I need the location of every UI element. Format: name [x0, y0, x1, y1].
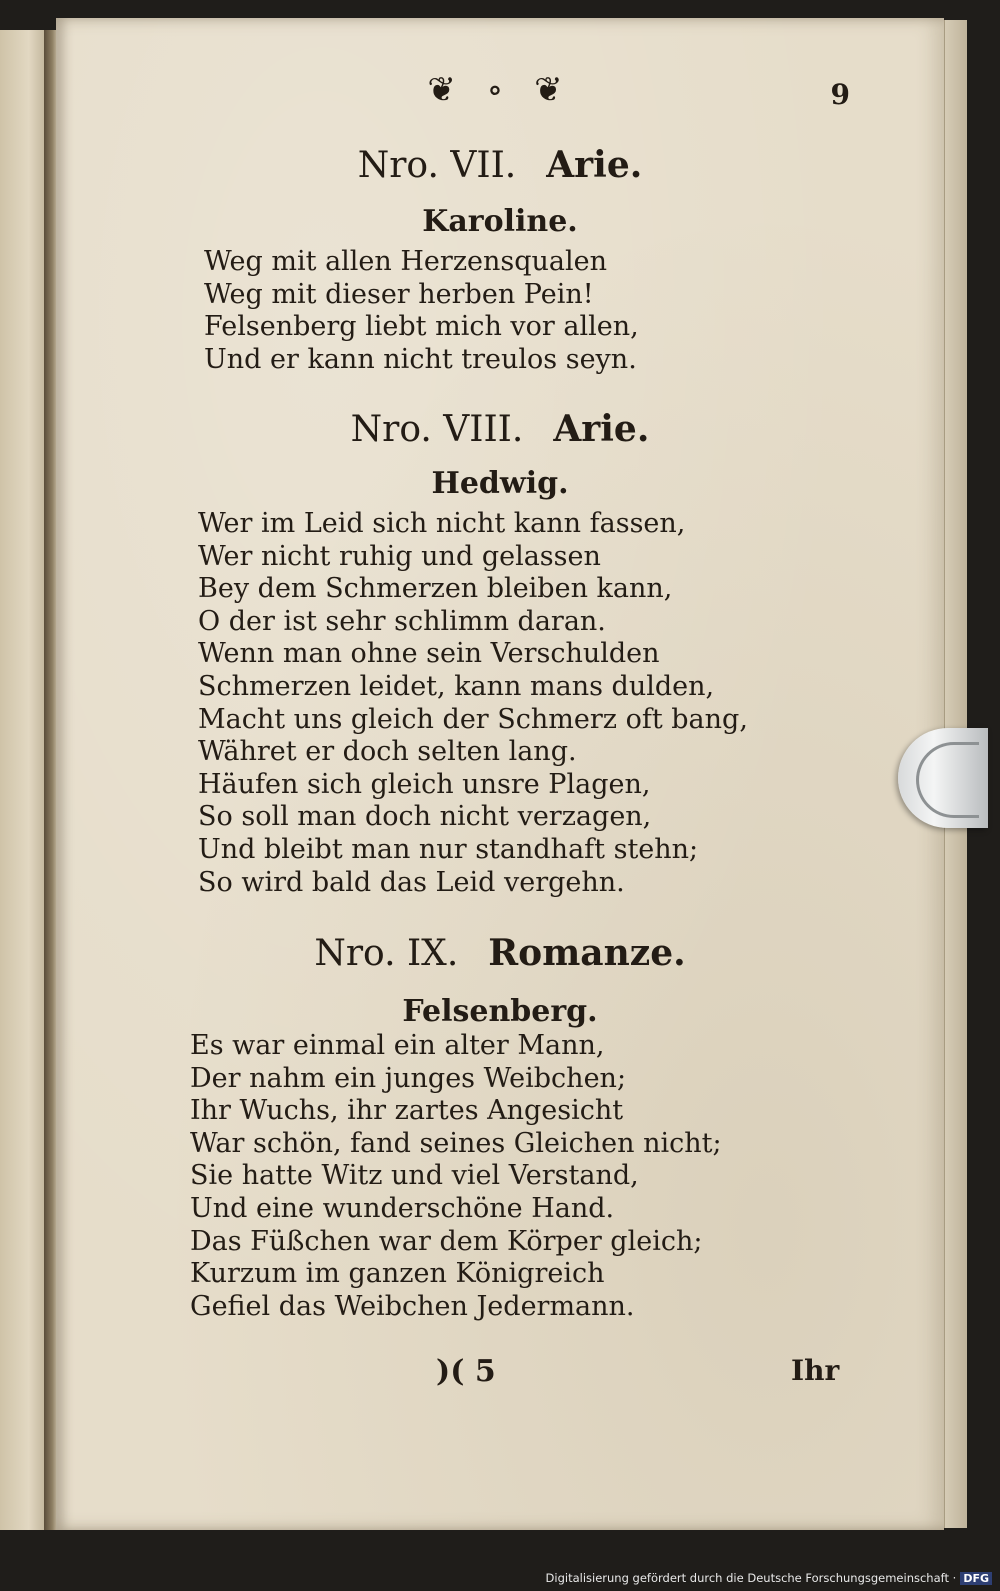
verse-line: Kurzum im ganzen Königreich	[190, 1258, 605, 1290]
verse-line: Der nahm ein junges Weibchen;	[190, 1062, 627, 1094]
section-kind: Romanze.	[488, 932, 686, 974]
verse-line: Wer im Leid sich nicht kann fassen,	[198, 508, 686, 539]
verse-line: O der ist sehr schlimm daran.	[198, 605, 606, 637]
page-clip	[898, 728, 988, 828]
signature-mark: )( 5	[436, 1354, 496, 1389]
header-ornament: ❦ ∘ ❦	[427, 70, 573, 110]
verse-line: Und eine wunderschöne Hand.	[190, 1192, 615, 1224]
facing-page-edge	[0, 30, 48, 1530]
verse-line: Es war einmal ein alter Mann,	[190, 1030, 605, 1061]
verse-line: Und bleibt man nur standhaft stehn;	[198, 833, 699, 865]
section-kind: Arie.	[553, 408, 650, 450]
verse-line: Schmerzen leidet, kann mans dulden,	[198, 670, 715, 702]
verse-line: Felsenberg liebt mich vor allen,	[204, 311, 639, 343]
verse-line: Wer nicht ruhig und gelassen	[198, 540, 601, 572]
verse-ix	[190, 1030, 722, 1323]
verse-line: Das Füßchen war dem Körper gleich;	[190, 1225, 703, 1257]
page-number: 9	[830, 78, 850, 111]
verse-line: Gefiel das Weibchen Jedermann.	[190, 1290, 635, 1322]
verse-line: Ihr Wuchs, ihr zartes Angesicht	[190, 1095, 624, 1127]
speaker-karoline: Karoline.	[422, 204, 578, 239]
verse-line: Häufen sich gleich unsre Plagen,	[198, 768, 651, 800]
section-number: Nro. VII.	[357, 145, 517, 186]
verse-line: Sie hatte Witz und viel Verstand,	[190, 1160, 639, 1192]
section-heading-ix	[56, 932, 944, 974]
section-number: Nro. VIII.	[350, 409, 524, 450]
verse-vii	[204, 246, 639, 376]
verse-line: War schön, fand seines Gleichen nicht;	[190, 1127, 722, 1159]
speaker-felsenberg: Felsenberg.	[402, 994, 598, 1029]
verse-line: So soll man doch nicht verzagen,	[198, 801, 652, 833]
section-number: Nro. IX.	[314, 933, 459, 974]
credit-text: Digitalisierung gefördert durch die Deutsche Forschungsgemeinschaft ·	[545, 1571, 957, 1585]
verse-line: Weg mit allen Herzensqualen	[204, 246, 608, 277]
verse-viii	[198, 508, 748, 899]
verse-line: Und er kann nicht treulos seyn.	[204, 343, 637, 375]
verse-line: So wird bald das Leid vergehn.	[198, 866, 625, 898]
speaker-hedwig: Hedwig.	[431, 466, 569, 501]
verse-line: Wenn man ohne sein Verschulden	[198, 638, 660, 670]
verse-line: Währet er doch selten lang.	[198, 736, 577, 768]
digitization-credit	[546, 1571, 992, 1585]
verse-line: Weg mit dieser herben Pein!	[204, 278, 594, 310]
dfg-logo: DFG	[960, 1572, 992, 1585]
verse-line: Bey dem Schmerzen bleiben kann,	[198, 573, 673, 605]
book-page	[56, 18, 944, 1530]
section-heading-vii	[56, 144, 944, 186]
section-kind: Arie.	[546, 144, 643, 186]
section-heading-viii	[56, 408, 944, 450]
catchword: Ihr	[791, 1354, 840, 1387]
verse-line: Macht uns gleich der Schmerz oft bang,	[198, 703, 748, 735]
